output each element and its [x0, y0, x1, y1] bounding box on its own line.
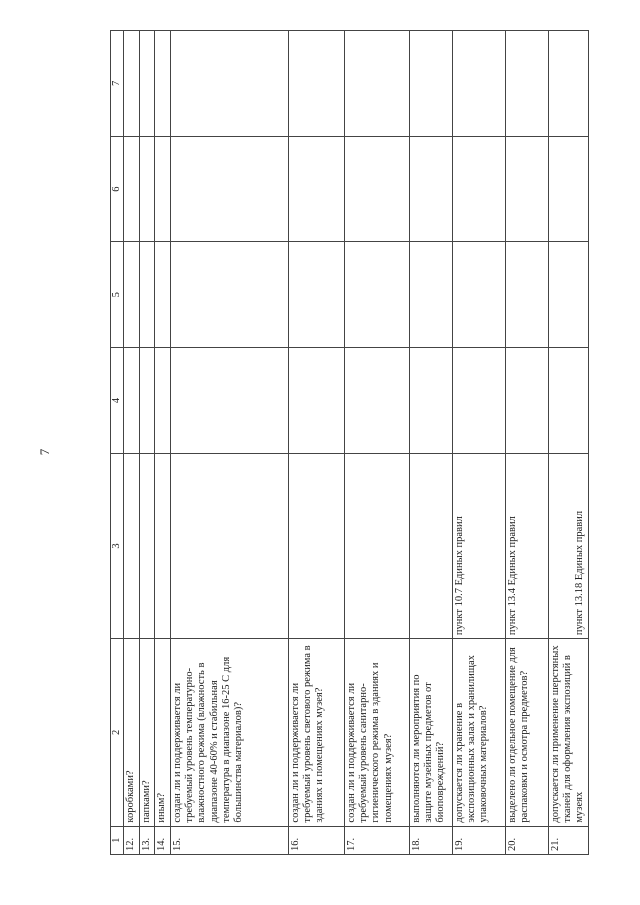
header-cell-1: 1: [111, 826, 124, 854]
empty-cell: [155, 136, 170, 242]
reference-cell: пункт 13.4 Единых правил: [505, 453, 548, 638]
empty-cell: [155, 348, 170, 454]
empty-cell: [124, 348, 139, 454]
table-row: [505, 31, 548, 855]
empty-cell: [505, 31, 548, 137]
reference-cell: [409, 453, 452, 638]
empty-cell: [155, 31, 170, 137]
table-row: [409, 31, 452, 855]
table-row: [170, 31, 288, 855]
reference-cell: [124, 453, 139, 638]
table-row: [548, 31, 588, 855]
checklist-table: [110, 30, 589, 855]
row-number: 20.: [505, 826, 548, 854]
empty-cell: [505, 136, 548, 242]
question-cell: допускается ли хранение в экспозиционных залах и хранилищах упаковочных материалов?: [452, 639, 505, 827]
empty-cell: [344, 136, 409, 242]
table-row: [452, 31, 505, 855]
row-number: 19.: [452, 826, 505, 854]
empty-cell: [409, 31, 452, 137]
reference-cell: [288, 453, 344, 638]
row-number: 18.: [409, 826, 452, 854]
table-row: [344, 31, 409, 855]
header-cell-7: 7: [111, 31, 124, 137]
empty-cell: [139, 242, 154, 348]
empty-cell: [452, 31, 505, 137]
empty-cell: [124, 136, 139, 242]
row-number: 12.: [124, 826, 139, 854]
empty-cell: [344, 348, 409, 454]
empty-cell: [155, 242, 170, 348]
question-cell: создан ли и поддерживается ли требуемый уровень санитарно-гигиенического режима в зданиях и помещениях музея?: [344, 639, 409, 827]
question-cell: папками?: [139, 639, 154, 827]
header-cell-3: 3: [111, 453, 124, 638]
row-number: 17.: [344, 826, 409, 854]
empty-cell: [170, 242, 288, 348]
empty-cell: [452, 242, 505, 348]
row-number: 21.: [548, 826, 588, 854]
empty-cell: [124, 31, 139, 137]
empty-cell: [124, 242, 139, 348]
row-number: 13.: [139, 826, 154, 854]
empty-cell: [288, 136, 344, 242]
empty-cell: [170, 31, 288, 137]
question-cell: иным?: [155, 639, 170, 827]
row-number: 14.: [155, 826, 170, 854]
reference-cell: [139, 453, 154, 638]
header-cell-4: 4: [111, 348, 124, 454]
empty-cell: [288, 348, 344, 454]
empty-cell: [452, 348, 505, 454]
empty-cell: [548, 348, 588, 454]
empty-cell: [170, 348, 288, 454]
question-cell: выполняются ли мероприятия по защите музейных предметов от биоповреждений?: [409, 639, 452, 827]
reference-cell: [170, 453, 288, 638]
empty-cell: [409, 242, 452, 348]
empty-cell: [548, 136, 588, 242]
empty-cell: [288, 31, 344, 137]
reference-cell: [344, 453, 409, 638]
table-row: [288, 31, 344, 855]
empty-cell: [139, 31, 154, 137]
table-row: [124, 31, 139, 855]
empty-cell: [409, 348, 452, 454]
empty-cell: [288, 242, 344, 348]
empty-cell: [344, 242, 409, 348]
row-number: 16.: [288, 826, 344, 854]
question-cell: допускается ли применение шерстяных тканей для оформления экспозиций в музеях: [548, 639, 588, 827]
empty-cell: [409, 136, 452, 242]
header-cell-2: 2: [111, 639, 124, 827]
empty-cell: [344, 31, 409, 137]
rotated-table-container: [110, 30, 586, 855]
reference-cell: пункт 13.18 Единых правил: [548, 453, 588, 638]
reference-cell: [155, 453, 170, 638]
header-row: [111, 31, 124, 855]
empty-cell: [139, 136, 154, 242]
header-cell-5: 5: [111, 242, 124, 348]
question-cell: создан ли и поддерживается ли требуемый уровень светового режима в зданиях и помещениях музея?: [288, 639, 344, 827]
empty-cell: [548, 242, 588, 348]
question-cell: создан ли и поддерживается ли требуемый уровень температурно-влажностного режима (влажность в диапазоне 40-60% и стабильная температура в диапазоне 16-25 С для большинства материалов)?: [170, 639, 288, 827]
header-cell-6: 6: [111, 136, 124, 242]
empty-cell: [505, 348, 548, 454]
row-number: 15.: [170, 826, 288, 854]
page-number: 7: [37, 448, 52, 456]
empty-cell: [452, 136, 505, 242]
empty-cell: [170, 136, 288, 242]
question-cell: выделено ли отдельное помещение для распаковки и осмотра предметов?: [505, 639, 548, 827]
table-row: [155, 31, 170, 855]
empty-cell: [505, 242, 548, 348]
empty-cell: [548, 31, 588, 137]
question-cell: коробками?: [124, 639, 139, 827]
empty-cell: [139, 348, 154, 454]
reference-cell: пункт 10.7 Единых правил: [452, 453, 505, 638]
table-row: [139, 31, 154, 855]
